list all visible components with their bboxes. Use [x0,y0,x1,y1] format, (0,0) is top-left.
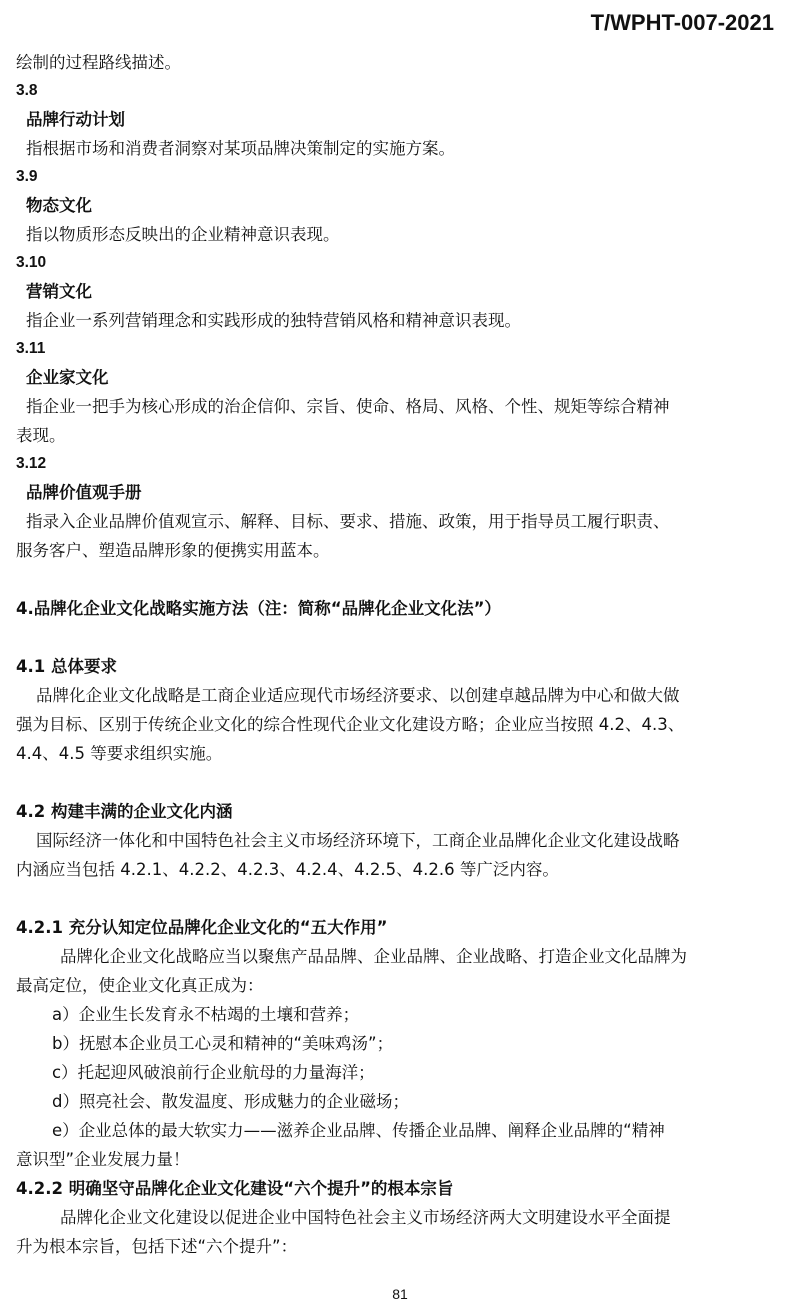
term-number: 3.12 [16,455,47,472]
paragraph-line: 品牌化企业文化建设以促进企业中国特色社会主义市场经济两大文明建设水平全面提 [60,1208,671,1227]
term-definition: 指企业一系列营销理念和实践形成的独特营销风格和精神意识表现。 [26,311,521,330]
term-title: 品牌行动计划 [26,110,125,129]
paragraph-line: 升为根本宗旨，包括下述“六个提升”： [16,1237,298,1256]
paragraph-line: 强为目标、区别于传统企业文化的综合性现代企业文化建设方略；企业应当按照 4.2、4.3、 [16,715,685,734]
term-definition: 指企业一把手为核心形成的治企信仰、宗旨、使命、格局、风格、个性、规矩等综合精神 [26,397,670,416]
term-definition: 指根据市场和消费者洞察对某项品牌决策制定的实施方案。 [26,139,455,158]
paragraph-line: 国际经济一体化和中国特色社会主义市场经济环境下，工商企业品牌化企业文化建设战略 [36,831,680,850]
paragraph-line: 内涵应当包括 4.2.1、4.2.2、4.2.3、4.2.4、4.2.5、4.2.6 等广泛内容。 [16,860,559,879]
list-item: e）企业总体的最大软实力——滋养企业品牌、传播企业品牌、阐释企业品牌的“精神 [52,1121,665,1140]
document-body [16,48,786,1261]
paragraph-line: 最高定位，使企业文化真正成为： [16,976,264,995]
term-title: 企业家文化 [26,368,109,387]
list-item: c）托起迎风破浪前行企业航母的力量海洋； [52,1063,375,1082]
document-code: T/WPHT-007-2021 [590,10,774,35]
term-number: 3.8 [16,82,38,99]
term-definition: 指以物质形态反映出的企业精神意识表现。 [26,225,340,244]
section-4-2-1-heading: 4.2.1 充分认知定位品牌化企业文化的“五大作用” [16,918,388,937]
section-4-2-2-heading: 4.2.2 明确坚守品牌化企业文化建设“六个提升”的根本宗旨 [16,1179,454,1198]
term-title: 营销文化 [26,282,92,301]
term-number: 3.9 [16,168,38,185]
term-number: 3.11 [16,340,46,357]
section-4-heading: 4.品牌化企业文化战略实施方法（注：简称“品牌化企业文化法”） [16,599,501,618]
list-item: d）照亮社会、散发温度、形成魅力的企业磁场； [52,1092,409,1111]
section-4-2-heading: 4.2 构建丰满的企业文化内涵 [16,802,233,821]
term-definition-continued: 表现。 [16,426,66,445]
section-4-1-heading: 4.1 总体要求 [16,657,117,676]
term-title: 品牌价值观手册 [26,483,142,502]
term-title: 物态文化 [26,196,92,215]
list-item: b）抚慰本企业员工心灵和精神的“美味鸡汤”； [52,1034,394,1053]
term-definition: 指录入企业品牌价值观宣示、解释、目标、要求、措施、政策，用于指导员工履行职责、 [26,512,670,531]
term-definition-continued: 服务客户、塑造品牌形象的便携实用蓝本。 [16,541,330,560]
term-number: 3.10 [16,254,47,271]
paragraph-line: 4.4、4.5 等要求组织实施。 [16,744,223,763]
list-item: a）企业生长发育永不枯竭的土壤和营养； [52,1005,360,1024]
list-item-continued: 意识型”企业发展力量！ [16,1150,190,1169]
paragraph-line: 品牌化企业文化战略应当以聚焦产品品牌、企业品牌、企业战略、打造企业文化品牌为 [60,947,687,966]
intro-line: 绘制的过程路线描述。 [16,53,181,72]
paragraph-line: 品牌化企业文化战略是工商企业适应现代市场经济要求、以创建卓越品牌为中心和做大做 [36,686,680,705]
page-number: 81 [392,1286,408,1302]
